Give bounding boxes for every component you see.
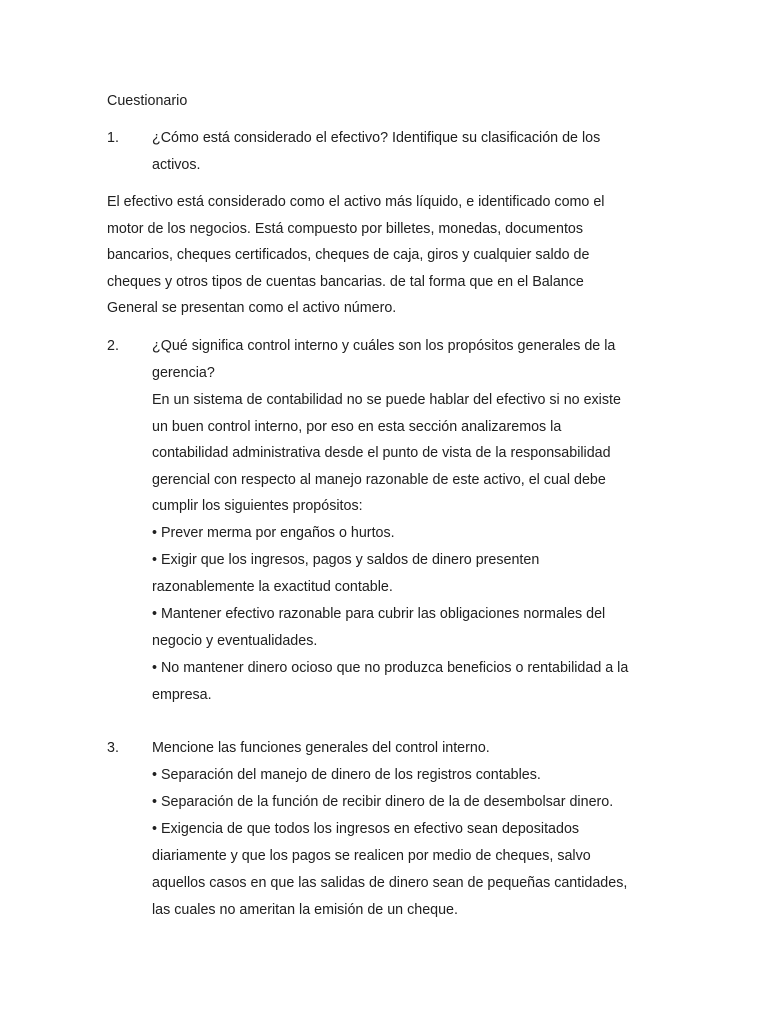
bullet-item: • Prever merma por engaños o hurtos. <box>152 525 395 541</box>
bullet-item-continuation: razonablemente la exactitud contable. <box>152 579 393 595</box>
answer-1-line: General se presentan como el activo número. <box>107 300 397 316</box>
question-3-number: 3. <box>107 740 119 756</box>
bullet-item: • Exigir que los ingresos, pagos y saldos de dinero presenten <box>152 552 540 568</box>
answer-2-line: un buen control interno, por eso en esta sección analizaremos la <box>152 419 562 435</box>
document-title: Cuestionario <box>107 93 188 109</box>
answer-2-line: cumplir los siguientes propósitos: <box>152 498 363 514</box>
answer-2-line: contabilidad administrativa desde el punto de vista de la responsabilidad <box>152 445 611 461</box>
answer-2-line: En un sistema de contabilidad no se puede hablar del efectivo si no existe <box>152 392 621 408</box>
bullet-item-continuation: negocio y eventualidades. <box>152 633 318 649</box>
bullet-item-continuation: aquellos casos en que las salidas de dinero sean de pequeñas cantidades, <box>152 875 628 891</box>
bullet-item: • Separación de la función de recibir dinero de la de desembolsar dinero. <box>152 794 614 810</box>
answer-1-line: bancarios, cheques certificados, cheques de caja, giros y cualquier saldo de <box>107 247 590 263</box>
question-2-line: gerencia? <box>152 365 215 381</box>
question-2-number: 2. <box>107 338 119 354</box>
question-1-line: activos. <box>152 157 201 173</box>
bullet-item: • Mantener efectivo razonable para cubrir las obligaciones normales del <box>152 606 606 622</box>
answer-1-line: cheques y otros tipos de cuentas bancarias. de tal forma que en el Balance <box>107 274 584 290</box>
question-3-line: Mencione las funciones generales del control interno. <box>152 740 490 756</box>
bullet-item: • Separación del manejo de dinero de los registros contables. <box>152 767 541 783</box>
bullet-item-continuation: empresa. <box>152 687 212 703</box>
bullet-item-continuation: las cuales no ameritan la emisión de un cheque. <box>152 902 458 918</box>
answer-2-line: gerencial con respecto al manejo razonable de este activo, el cual debe <box>152 472 606 488</box>
question-2-line: ¿Qué significa control interno y cuáles son los propósitos generales de la <box>152 338 616 354</box>
question-1-line: ¿Cómo está considerado el efectivo? Identifique su clasificación de los <box>152 130 601 146</box>
question-1-number: 1. <box>107 130 119 146</box>
bullet-item-continuation: diariamente y que los pagos se realicen por medio de cheques, salvo <box>152 848 591 864</box>
answer-1-line: motor de los negocios. Está compuesto por billetes, monedas, documentos <box>107 221 584 237</box>
bullet-item: • No mantener dinero ocioso que no produzca beneficios o rentabilidad a la <box>152 660 629 676</box>
answer-1-line: El efectivo está considerado como el activo más líquido, e identificado como el <box>107 194 605 210</box>
bullet-item: • Exigencia de que todos los ingresos en efectivo sean depositados <box>152 821 580 837</box>
